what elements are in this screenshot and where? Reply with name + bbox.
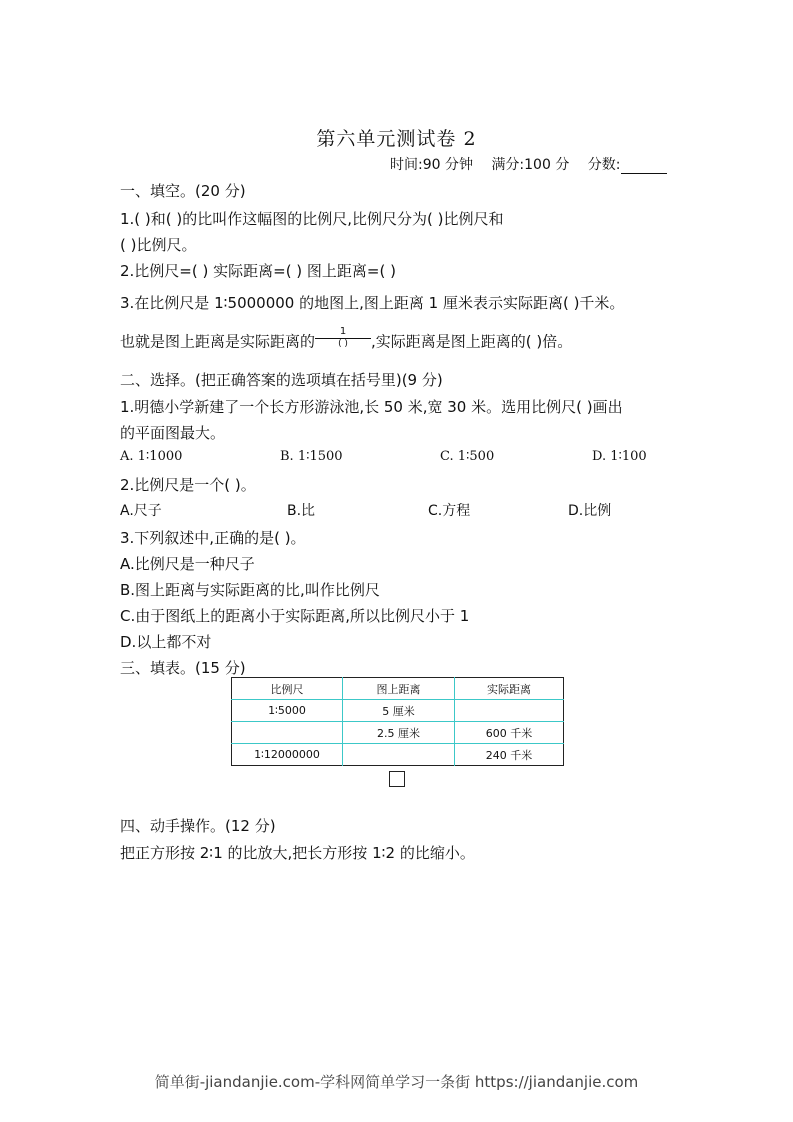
table-cell: 600 千米 — [455, 722, 564, 744]
table-cell: 1∶5000 — [232, 700, 343, 722]
s1-q1-line1: 1.( )和( )的比叫作这幅图的比例尺,比例尺分为( )比例尺和 — [120, 210, 504, 228]
s2-q2-option-c: C.方程 — [428, 503, 471, 519]
section-3-heading: 三、填表。(15 分) — [120, 659, 246, 677]
s1-q3: 3.在比例尺是 1∶5000000 的地图上,图上距离 1 厘米表示实际距离( )千米。 — [120, 294, 625, 312]
table-header-cell: 图上距离 — [343, 678, 455, 700]
score-blank — [621, 157, 667, 174]
s2-q3-option-a: A.比例尺是一种尺子 — [120, 555, 255, 573]
score-label: 分数: — [588, 157, 681, 173]
s2-q1-option-b: B. 1∶1500 — [280, 449, 343, 464]
table-row — [232, 722, 564, 744]
table-header-row — [232, 678, 564, 700]
s2-q3: 3.下列叙述中,正确的是( )。 — [120, 529, 306, 547]
table-cell: 1∶12000000 — [232, 744, 343, 766]
section-1-heading: 一、填空。(20 分) — [120, 182, 246, 200]
table-cell — [232, 722, 343, 744]
table-row — [232, 700, 564, 722]
table-cell — [455, 700, 564, 722]
s1-q1-line2: ( )比例尺。 — [120, 236, 197, 254]
s2-q1-option-a: A. 1∶1000 — [120, 449, 183, 464]
s2-q2-option-b: B.比 — [287, 503, 316, 519]
exam-meta — [390, 154, 681, 174]
s2-q2-option-a: A.尺子 — [120, 503, 162, 519]
page-title: 第六单元测试卷 2 — [316, 128, 477, 150]
s2-q3-option-b: B.图上距离与实际距离的比,叫作比例尺 — [120, 581, 380, 599]
s1-q4-part-b: ,实际距离是图上距离的( )倍。 — [371, 332, 573, 351]
table-cell: 240 千米 — [485, 748, 533, 762]
table-header-cell: 实际距离 — [455, 678, 564, 700]
table-row — [232, 744, 564, 766]
s1-q2: 2.比例尺=( ) 实际距离=( ) 图上距离=( ) — [120, 262, 396, 280]
section-4-heading: 四、动手操作。(12 分) — [120, 817, 276, 835]
s2-q3-option-c: C.由于图纸上的距离小于实际距离,所以比例尺小于 1 — [120, 607, 470, 625]
full-score-label: 满分:100 分 — [491, 157, 570, 173]
square-box — [389, 771, 405, 787]
s2-q1-line2: 的平面图最大。 — [120, 424, 226, 442]
s2-q1-option-d: D. 1∶100 — [592, 449, 647, 464]
fraction — [315, 326, 371, 350]
s2-q2: 2.比例尺是一个( )。 — [120, 476, 256, 494]
section-2-heading: 二、选择。(把正确答案的选项填在括号里)(9 分) — [120, 371, 443, 389]
fraction-numerator: 1 — [315, 326, 371, 339]
table-cell: 2.5 厘米 — [343, 722, 455, 744]
scale-table — [231, 677, 564, 766]
s1-q4-part-a: 也就是图上距离是实际距离的 — [120, 332, 316, 351]
table-header-cell: 比例尺 — [232, 678, 343, 700]
s2-q2-option-d: D.比例 — [568, 503, 612, 519]
footer-watermark: 简单街-jiandanjie.com-学科网简单学习一条街 https://jiandanjie.com — [154, 1073, 639, 1091]
time-label: 时间:90 分钟 — [390, 157, 473, 173]
s2-q1-option-c: C. 1∶500 — [440, 449, 495, 464]
table-cell — [343, 744, 455, 766]
s1-q4 — [120, 326, 573, 354]
fraction-denominator: ( ) — [338, 339, 348, 349]
s2-q1-line1: 1.明德小学新建了一个长方形游泳池,长 50 米,宽 30 米。选用比例尺( )画出 — [120, 398, 623, 416]
table-cell: 5 厘米 — [343, 700, 455, 722]
s4-instruction: 把正方形按 2∶1 的比放大,把长方形按 1∶2 的比缩小。 — [120, 844, 475, 862]
s2-q3-option-d: D.以上都不对 — [120, 633, 212, 651]
